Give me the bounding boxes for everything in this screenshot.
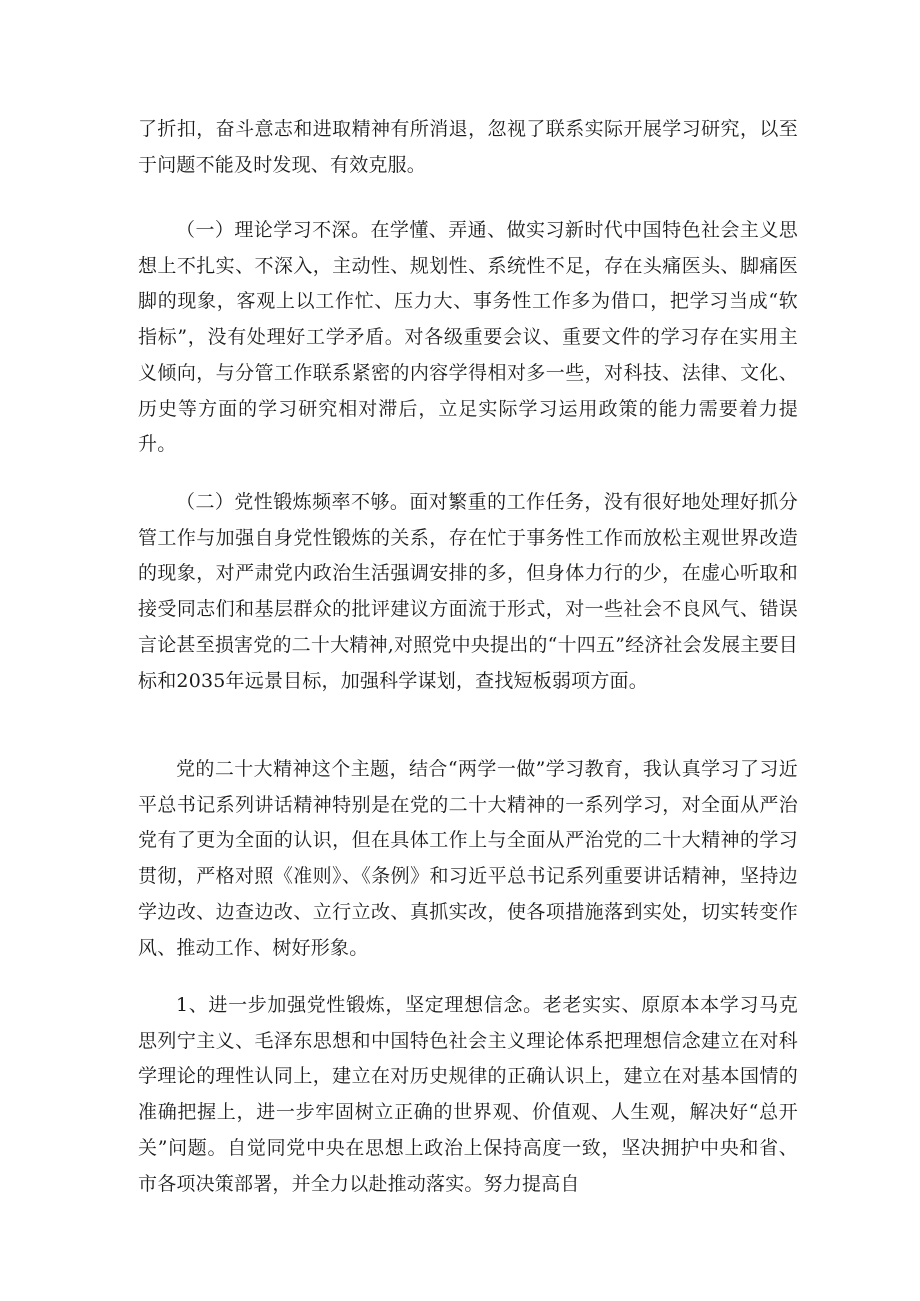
- paragraph-party-training: （二）党性锻炼频率不够。面对繁重的工作任务，没有很好地处理好抓分管工作与加强自身党性锻炼的关系，存在忙于事务性工作而放松主观世界改造的现象，对严肃党内政治生活强调安排的多，但身体力行的少，在虚心听取和接受同志们和基层群众的批评建议方面流于形式，对一些社会不良风气、错误言论甚至损害党的二十大精神,对照党中央提出的“十四五”经济社会发展主要目标和2035年远景目标，加强科学谋划，查找短板弱项方面。: [138, 491, 798, 692]
- paragraph-strengthen-training: 1、进一步加强党性锻炼，坚定理想信念。老老实实、原原本本学习马克思列宁主义、毛泽东思想和中国特色社会主义理论体系把理想信念建立在对科学理论的理性认同上，建立在对历史规律的正确认识上，建立在对基本国情的准确把握上，进一步牢固树立正确的世界观、价值观、人生观，解决好“总开关”问题。自觉同党中央在思想上政治上保持高度一致，坚决拥护中央和省、市各项决策部署，并全力以赴推动落实。努力提高自: [138, 994, 798, 1195]
- paragraph-theory-study: （一）理论学习不深。在学懂、弄通、做实习新时代中国特色社会主义思想上不扎实、不深入，主动性、规划性、系统性不足，存在头痛医头、脚痛医脚的现象，客观上以工作忙、压力大、事务性工作多为借口，把学习当成“软指标”，没有处理好工学矛盾。对各级重要会议、重要文件的学习存在实用主义倾向，与分管工作联系紧密的内容学得相对多一些，对科技、法律、文化、历史等方面的学习研究相对滞后，立足实际学习运用政策的能力需要着力提升。: [138, 219, 798, 456]
- paragraph-continuation: 了折扣，奋斗意志和进取精神有所消退，忽视了联系实际开展学习研究，以至于问题不能及时发现、有效克服。: [138, 118, 798, 176]
- paragraph-twentieth-congress: 党的二十大精神这个主题，结合“两学一做”学习教育，我认真学习了习近平总书记系列讲话精神特别是在党的二十大精神的一系列学习，对全面从严治党有了更为全面的认识，但在具体工作上与全面从严治党的二十大精神的学习贯彻，严格对照《准则》、《条例》和习近平总书记系列重要讲话精神，坚持边学边改、边查边改、立行立改、真抓实改，使各项措施落到实处，切实转变作风、推动工作、树好形象。: [138, 758, 798, 959]
